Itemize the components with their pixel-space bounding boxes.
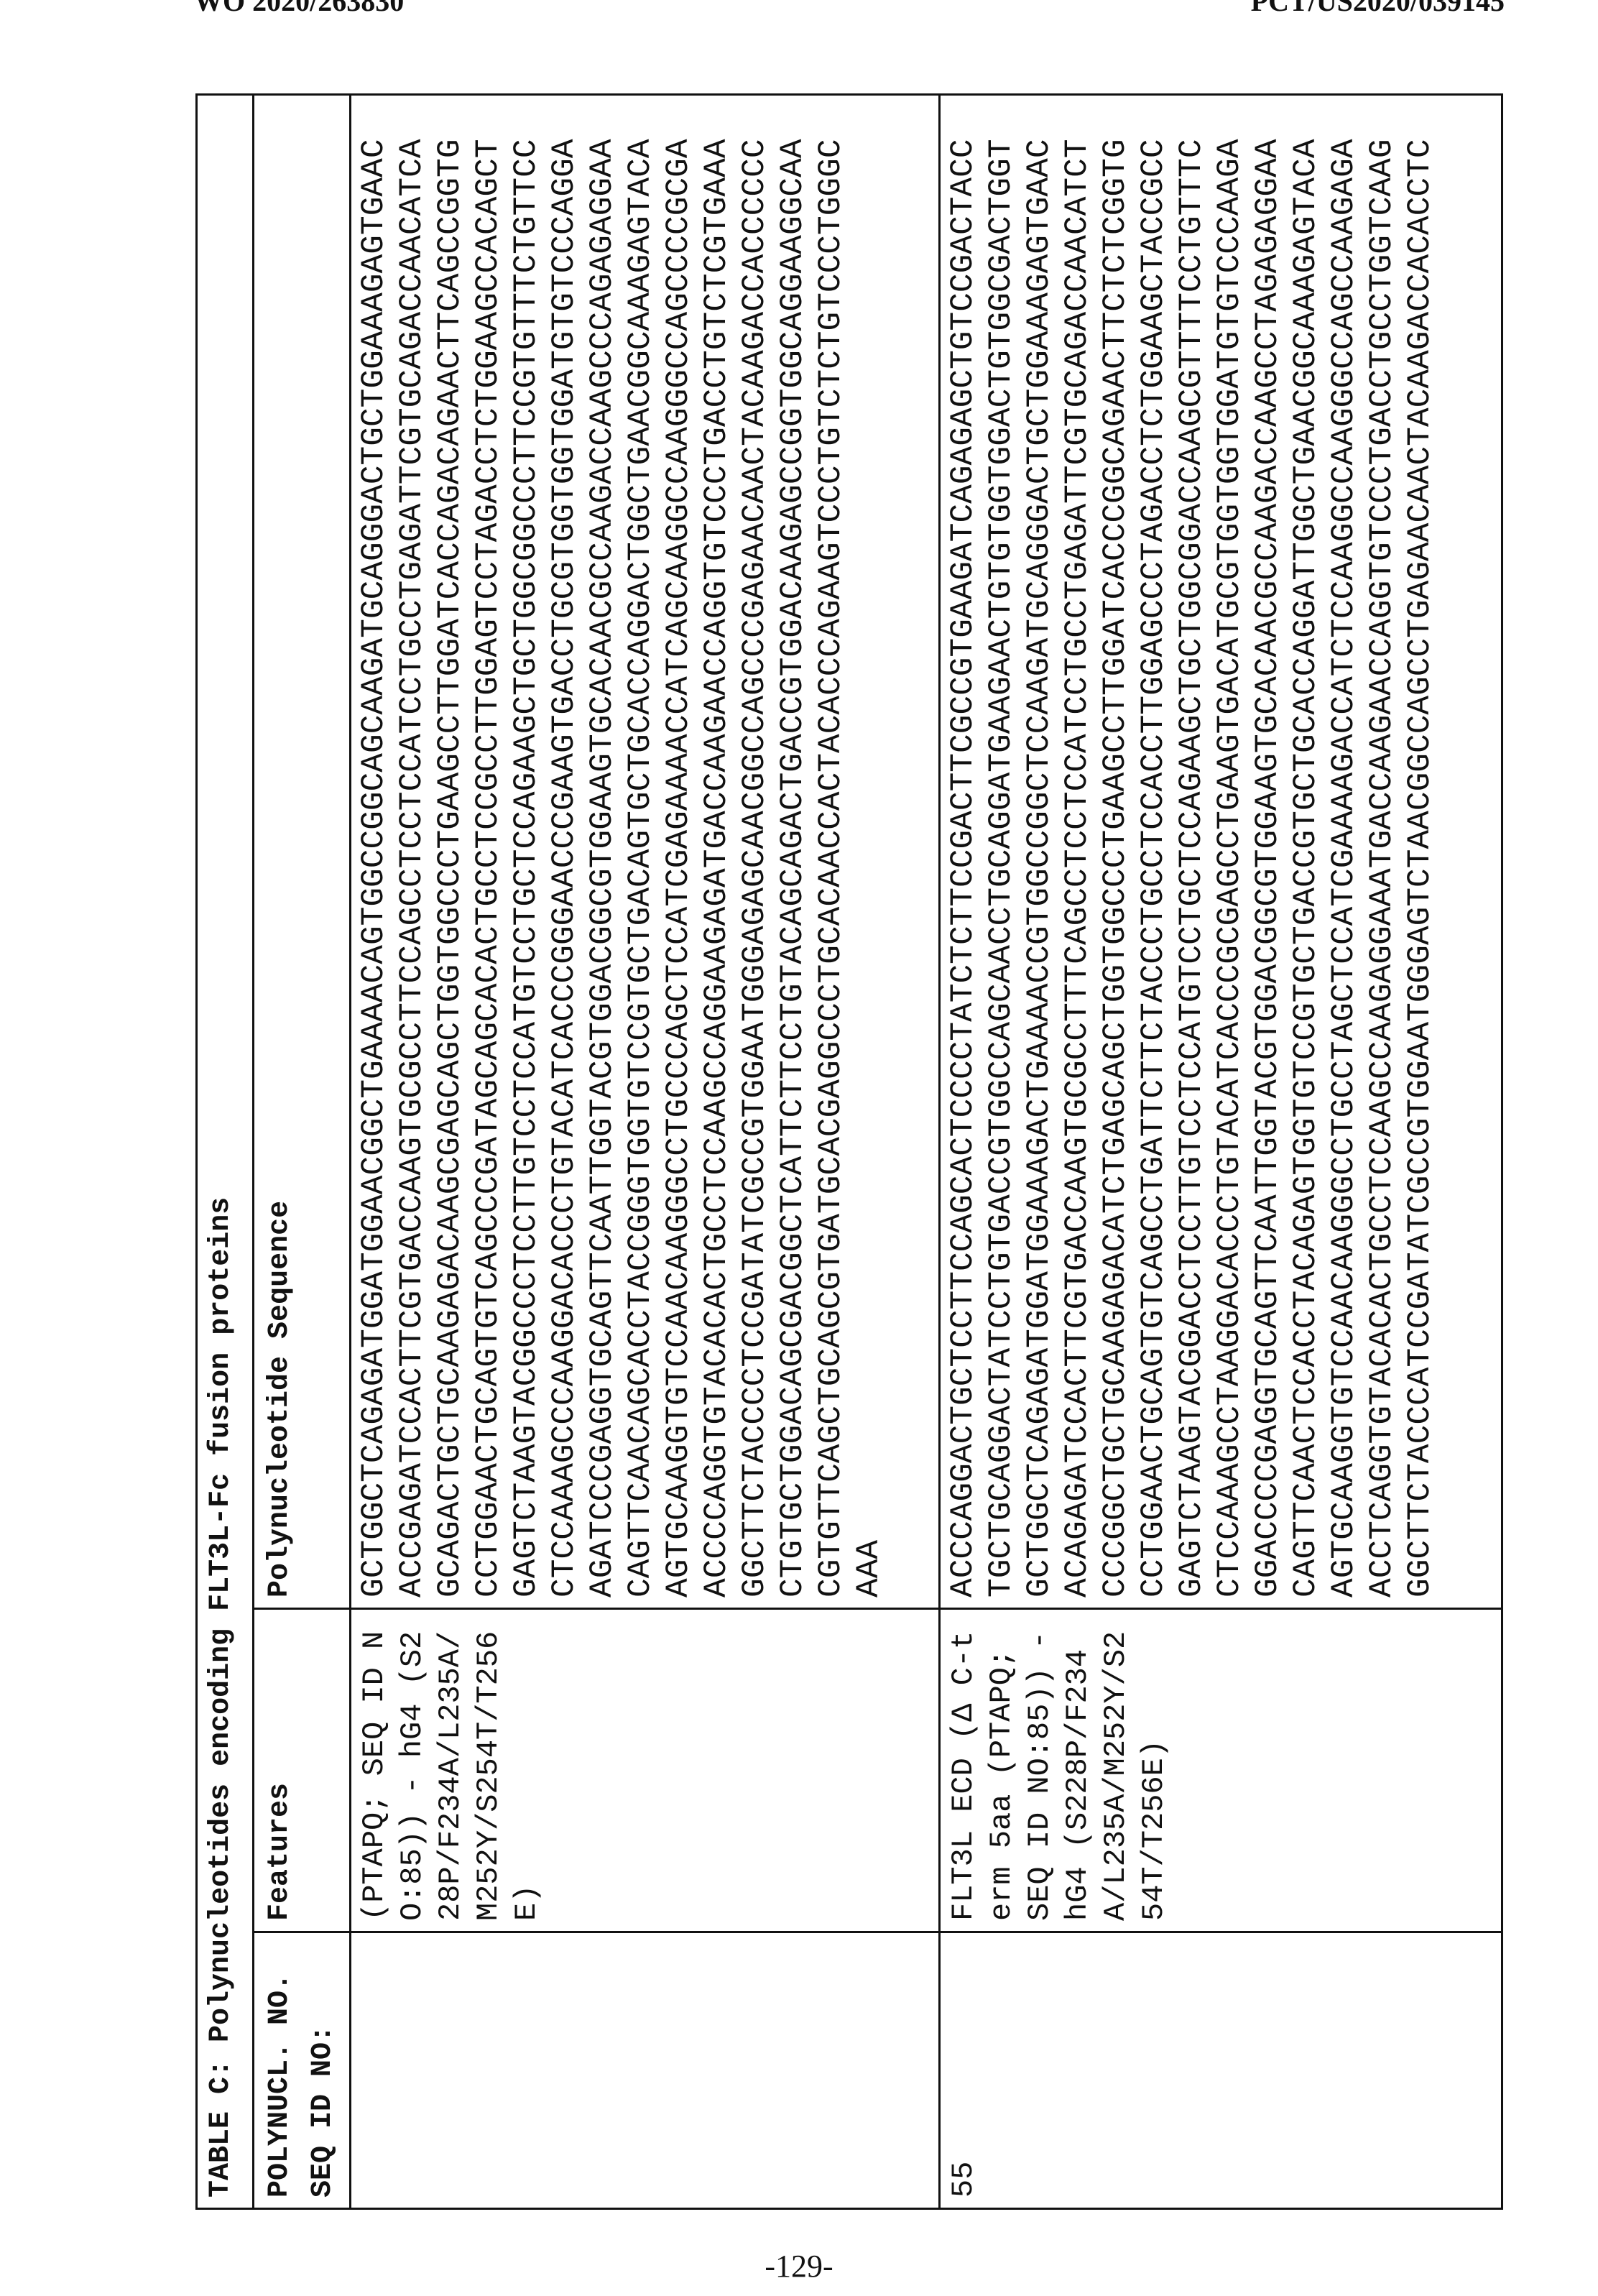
- sequence-line: CAGTTCAACAGCACCTACCGGGTGGTGTCCGTGCTGACAGTGCTGCACCAGGACTGGCTGAACGGCAAAGAGTACA: [622, 106, 660, 1597]
- sequence-line: GAGTCTAAGTACGGACCTCCTTGTCCTCCATGTCCTGCTCCAGAAGCTGCTGGCGGACCAAGCGTTTTCCTGTTTC: [1173, 106, 1211, 1597]
- features-cell: FLT3L ECD (Δ C-term 5aa (PTAPQ; SEQ ID NO:85)) - hG4 (S228P/F234A/L235A/M252Y/S254T/T256E): [940, 1609, 1502, 1932]
- sequence-line: AGTGCAAGGTGTCCAACAAGGGCCTGCCTAGCTCCATCGAAAAGACCATCTCCAAGGCCAAGGGCCAGCCAAGAGA: [1326, 106, 1364, 1597]
- sequence-line: GCTGGCTCAGAGATGGATGGAAAGACTGAAAACCGTGGCCGGCTCCAAGATGCAGGGACTGCTGGAAAGAGTGAAC: [1021, 106, 1059, 1597]
- column-header-seq-id: POLYNUCL. NO. SEQ ID NO:: [254, 1932, 351, 2209]
- sequence-table-rotated: [195, 93, 1503, 2210]
- sequence-line: AGATCCCGAGGTGCAGTTCAATTGGTACGTGGACGGCGTGGAAGTGCACAACGCCAAGACCAAGCCCAGAGAGGAA: [584, 106, 622, 1597]
- application-number: PCT/US2020/039145: [1251, 0, 1505, 18]
- table-row: [940, 95, 1502, 2209]
- sequence-line: CTCCAAAGCCTAAGGACACCCTGTACATCACCCGCGAGCCTGAAGTGACATGCGTGGTGGTGGATGTGTCCCAAGA: [1211, 106, 1250, 1597]
- sequence-line: CCTGGAACTGCAGTGTCAGCCCGATAGCAGCACACTGCCTCCGCCTTGGAGTCCTAGACCTCTGGAAGCCACAGCT: [470, 106, 508, 1597]
- table-title: TABLE C: Polynucleotides encoding FLT3L-Fc fusion proteins: [197, 95, 254, 2209]
- sequence-line: CCTGGAACTGCAGTGTCAGCCTGATTCTTCTACCCTGCCTCCACCTTGGAGCCCTAGACCTCTGGAAGCTACCGCC: [1135, 106, 1173, 1597]
- column-header-features: Features: [254, 1609, 351, 1932]
- polynucleotide-table: [195, 93, 1503, 2210]
- sequence-line: CCCGGCTGCTGCAAGAGACATCTGAGCAGCTGGTGGCCCTGAAGCCTTGGATCACCCGGCAGAACTTCTCTCGGTG: [1097, 106, 1135, 1597]
- sequence-line: CGTGTTCAGCTGCAGCGTGATGCACGAGGCCCTGCACAACCACTACACCCAGAAGTCCCTGTCTCTGTCCCTGGGC: [813, 106, 851, 1597]
- sequence-line: GGCTTCTACCCCTCCGATATCGCCGTGGAATGGGAGAGCAACGGCCAGCCCGAGAACAACTACAAGACCACCCCCC: [736, 106, 775, 1597]
- features-cell: (PTAPQ; SEQ ID NO:85)) - hG4 (S228P/F234A/L235A/M252Y/S254T/T256E): [351, 1609, 940, 1932]
- sequence-line: ACCCAGGACTGCTCCTTCCAGCACTCCCCTATCTCTTCCGACTTCGCCGTGAAGATCAGAGAGCTGTCCGACTACC: [945, 106, 983, 1597]
- sequence-line: ACAGAGATCCACTTCGTGACCAAGTGCGCCTTTCAGCCTCCTCCATCCTGCCTGAGATTCGTGCAGACCAACATCT: [1059, 106, 1097, 1597]
- seq-id-cell: [351, 1932, 940, 2209]
- sequence-line: CTGTGCTGGACAGCGACGGCTCATTCTTCCTGTACAGCAGACTGACCGTGGACAAGAGCCGGTGGCAGGAAGGCAA: [775, 106, 813, 1597]
- sequence-line: GAGTCTAAGTACGGCCCTCCTTGTCCTCCATGTCCTGCTCCAGAAGCTGCTGGCGGCCCTTCCGTGTTTCTGTTCC: [508, 106, 546, 1597]
- sequence-line: GGACCCCGAGGTGCAGTTCAATTGGTACGTGGACGGCGTGGAAGTGCACAACGCCAAGACCAAGCCTAGAGAGGAA: [1250, 106, 1288, 1597]
- sequence-cell: [940, 95, 1502, 1609]
- sequence-line: CAGTTCAACTCCACCTACAGAGTGGTGTCCGTGCTGACCGTGCTGCACCAGGATTGGCTGAACGGCAAAGAGTACA: [1288, 106, 1326, 1597]
- column-header-sequence: Polynucleotide Sequence: [254, 95, 351, 1609]
- table-row: [351, 95, 940, 2209]
- sequence-line: GCAGACTGCTGCAAGAGACAAGCGAGCAGCTGGTGGCCCTGAAGCCTTGGATCACCAGACAGAACTTCAGCCGGTG: [432, 106, 470, 1597]
- sequence-line: CTCCAAAGCCCAAGGACACCCTGTACATCACCCGGGAACCCGAAGTGACCTGCGTGGTGGTGGATGTGTCCCAGGA: [546, 106, 584, 1597]
- sequence-line: TGCTGCAGGACTATCCTGTGACCGTGGCCAGCAACCTGCAGGATGAAGAACTGTGTGGTGGACTGTGGCGACTGGT: [983, 106, 1021, 1597]
- page-number: -129-: [0, 2248, 1598, 2285]
- sequence-line: GGCTTCTACCCATCCGATATCGCCGTGGAATGGGAGTCTAACGGCCAGCCTGAGAACAACTACAAGACCACACCTC: [1402, 106, 1440, 1597]
- sequence-line: AAA: [851, 106, 889, 1597]
- seq-id-cell: 55: [940, 1932, 1502, 2209]
- sequence-line: GCTGGCTCAGAGATGGATGGAACGGCTGAAAACAGTGGCCGGCAGCAAGATGCAGGGACTGCTGGAAAGAGTGAAC: [356, 106, 394, 1597]
- sequence-line: ACCTCAGGTGTACACACTGCCTCCAAGCCAAGAGGAAATGACCAAGAACCAGGTGTCCCTGACCTGCCTGGTCAAG: [1364, 106, 1402, 1597]
- publication-number: WO 2020/263830: [194, 0, 404, 18]
- sequence-line: ACCCCAGGTGTACACACTGCCTCCAAGCCAGGAAGAGATGACCAAGAACCAGGTGTCCCTGACCTGTCTCGTGAAA: [698, 106, 736, 1597]
- sequence-cell: [351, 95, 940, 1609]
- sequence-line: AGTGCAAGGTGTCCAACAAGGGCCTGCCCAGCTCCATCGAGAAAACCATCAGCAAGGCCAAGGGCCAGCCCCGCGA: [660, 106, 698, 1597]
- sequence-line: ACCGAGATCCACTTCGTGACCAAGTGCGCCTTCCAGCCTCCTCCATCCTGCCTGAGATTCGTGCAGACCAACATCA: [394, 106, 432, 1597]
